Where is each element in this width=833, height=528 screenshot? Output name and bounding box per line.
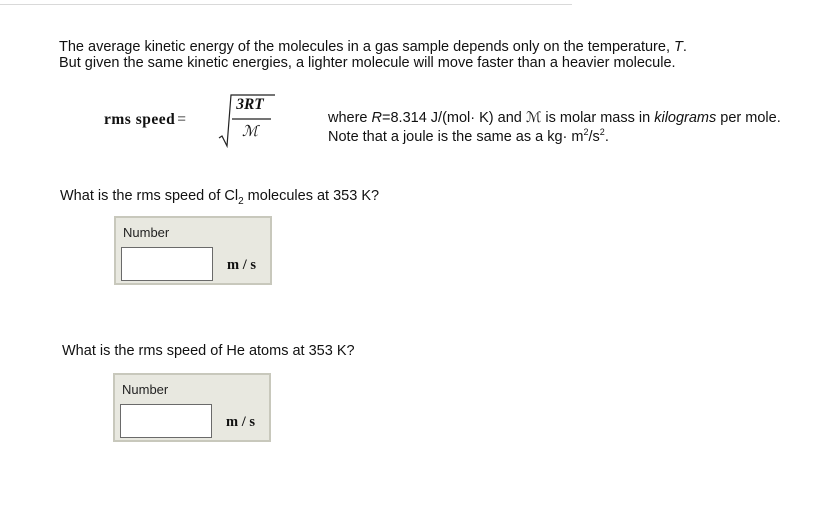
molar-mass-desc-end: per mole.	[716, 110, 781, 126]
question-cl2-text-end: molecules at 353 K?	[243, 188, 380, 204]
joule-note-exponent-1: 2	[583, 127, 589, 138]
answer-box-he	[113, 373, 271, 442]
joule-note-mid: /s	[588, 129, 600, 145]
rms-speed-formula	[104, 94, 294, 148]
intro-line-1-text: The average kinetic energy of the molecules in a gas sample depends only on the temperature,	[59, 39, 675, 55]
unit-label: m / s	[226, 414, 255, 430]
number-label: Number	[122, 382, 169, 397]
where-prefix: where	[328, 110, 372, 126]
question-cl2-subscript: 2	[238, 195, 244, 207]
he-speed-input[interactable]	[120, 404, 212, 438]
unit-label: m / s	[227, 257, 256, 273]
gas-constant-variable: R	[371, 110, 383, 126]
intro-paragraph	[59, 39, 799, 71]
joule-note: Note that a joule is the same as a kg· m	[328, 129, 584, 145]
formula-lhs-label: rms speed	[104, 111, 176, 128]
intro-line-1-period: .	[682, 39, 687, 55]
formula-definitions	[328, 109, 781, 147]
definitions-line-1	[328, 109, 781, 128]
formula-numerator: 3RT	[236, 96, 264, 113]
molar-mass-variable: ℳ	[525, 110, 542, 126]
joule-note-period: .	[604, 129, 609, 145]
temperature-variable: T	[674, 39, 683, 55]
kilograms-emphasis: kilograms	[654, 110, 717, 126]
intro-line-1	[59, 39, 799, 55]
formula-denominator: ℳ	[241, 124, 259, 140]
question-cl2	[60, 188, 380, 207]
joule-note-exponent-2: 2	[599, 127, 605, 138]
answer-box-cl2	[114, 216, 272, 285]
question-he-text: What is the rms speed of He atoms at 353 K?	[62, 343, 355, 359]
intro-line-2: But given the same kinetic energies, a lighter molecule will move faster than a heavier molecule.	[59, 55, 676, 71]
cl2-speed-input[interactable]	[121, 247, 213, 281]
formula-lhs	[104, 111, 186, 129]
formula-equals-sign: =	[177, 111, 187, 128]
molar-mass-desc: is molar mass in	[541, 110, 655, 126]
question-he	[62, 343, 355, 359]
question-cl2-text: What is the rms speed of Cl	[60, 188, 239, 204]
definitions-line-2	[328, 128, 781, 147]
gas-constant-value: =8.314 J/(mol· K) and	[382, 110, 526, 126]
number-label: Number	[123, 225, 170, 240]
top-divider	[0, 4, 572, 5]
